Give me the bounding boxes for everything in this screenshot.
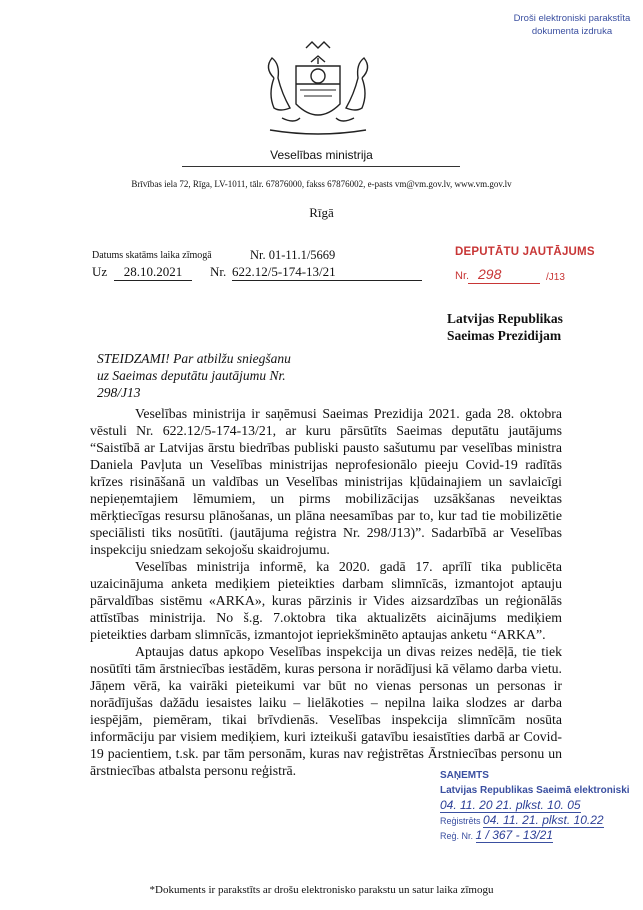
uz-date: 28.10.2021: [114, 264, 192, 281]
received-title: SAŅEMTS: [440, 770, 489, 781]
city: Rīgā: [309, 205, 334, 220]
ministry-name: Veselības ministrija: [270, 148, 373, 162]
received-stamp: [440, 768, 630, 843]
subject-line-3: 298/J13: [97, 385, 141, 400]
regnr-value: 1 / 367 - 13/21: [475, 828, 553, 842]
recipient-line-2: Saeimas Prezidijam: [447, 328, 562, 343]
paragraph-3: Aptaujas datus apkopo Veselības inspekcija un divas reizes nedēļā, tie tiek nosūtīti tām ārstniecības iestādēm, kuras persona ir norādījusi kā vēlamo darba vietu. Jāņem vērā, ka vairāki pieteikumi var būt no vienas personas un personas ir norādījušas dažādu iesaistes laiku – lielākoties – nepilna laika slodzes ar darba iespējām, piemēram, tikai brīvdienās. Veselības inspekcija slimnīcām nosūta informāciju par visiem mediķiem, kuri izteikuši gatavību iesaistīties darbā ar Covid-19 pacientiem, t.sk. par tām personām, kuras nav reģistrētas Ārstniecības personu un ārstniecības atbalsta personu reģistrā.: [90, 644, 562, 778]
uz-label: Uz: [92, 264, 108, 279]
coat-of-arms-icon: [234, 38, 402, 148]
subject-line-2: uz Saeimas deputātu jautājumu Nr.: [97, 368, 286, 383]
footnote: *Dokuments ir parakstīts ar drošu elektronisko parakstu un satur laika zīmogu: [149, 884, 494, 896]
deputy-stamp-suffix: /J13: [546, 272, 565, 283]
deputy-stamp-nr-label: Nr.: [455, 270, 470, 282]
recipient-line-1: Latvijas Republikas: [447, 311, 563, 326]
stamp-line-2: dokumenta izdruka: [531, 26, 613, 37]
date-label: Datums skatāms laika zīmogā: [92, 250, 212, 261]
ministry-address: Brīvības iela 72, Rīga, LV-1011, tālr. 67876000, fakss 67876002, e-pasts vm@vm.gov.lv, www.vm.gov.lv: [131, 179, 512, 189]
regnr-label: Reģ. Nr.: [440, 831, 474, 841]
header-divider: [182, 166, 460, 167]
paragraph-2: Veselības ministrija informē, ka 2020. gadā 17. aprīlī tika publicēta uzaicinājuma anketa mediķiem pieteikties darbam slimnīcās, izmantojot aptauju pārvaldības sistēmu «ARKA», kuras pārzinis ir Vides aizsardzības un reģionālās attīstības ministrija. No š.g. 7.oktobra tika aktualizēts aicinājums mediķiem pieteikties darbam slimnīcās, izmantojot iepriekšminēto aptaujas anketu “ARKA”.: [90, 559, 562, 642]
nr2-value: 622.12/5-174-13/21: [232, 264, 422, 281]
subject: [97, 350, 327, 401]
reg-date: 04. 11. 21. plkst. 10.22: [483, 813, 604, 827]
nr-value: 01-11.1/5669: [268, 248, 336, 262]
electronic-copy-stamp: [513, 12, 631, 38]
received-org: Latvijas Republikas Saeimā elektroniski: [440, 785, 630, 796]
deputy-question-stamp-title: DEPUTĀTU JAUTĀJUMS: [455, 246, 595, 258]
subject-line-1: STEIDZAMI! Par atbilžu sniegšanu: [97, 351, 291, 366]
deputy-stamp-number: 298: [478, 266, 502, 282]
stamp-line-1: Droši elektroniski parakstīta: [513, 13, 631, 24]
document-number: [250, 248, 335, 263]
received-date: 04. 11. 20 21. plkst. 10. 05: [440, 798, 581, 812]
recipient: [447, 310, 563, 344]
deputy-stamp-underline: [468, 283, 540, 284]
paragraph-1: Veselības ministrija ir saņēmusi Saeimas Prezidija 2021. gada 28. oktobra vēstuli Nr. 622.12/5-174-13/21, ar kuru pārsūtīts Saeimas deputātu jautājums “Saistībā ar Latvijas ārstu biedrības publiski pausto sašutumu par veselības ministra Daniela Pavļuta un Veselības ministrijas neprofesionālo pieeju Covid-19 radītās krīzes risināšanā un valdības un Veselības ministrijas kļūdainajiem un savlaicīgi nepieņemtajiem lēmumiem, un pirms mobilizācijas uzsākšanas neveiktas mērķtiecīgas resursu plānošanas, un plāna neesamības par to, kur tad tie mobilizētie speciālisti tiks nosūtīti. (jautājuma reģistra Nr. 298/J13)”. Sadarbībā ar Veselības inspekciju sniedzam sekojošu skaidrojumu.: [90, 406, 562, 557]
nr-label: Nr.: [250, 248, 266, 262]
reg-label: Reģistrēts: [440, 816, 481, 826]
letter-body: [90, 405, 562, 779]
nr2-label: Nr.: [210, 264, 227, 279]
